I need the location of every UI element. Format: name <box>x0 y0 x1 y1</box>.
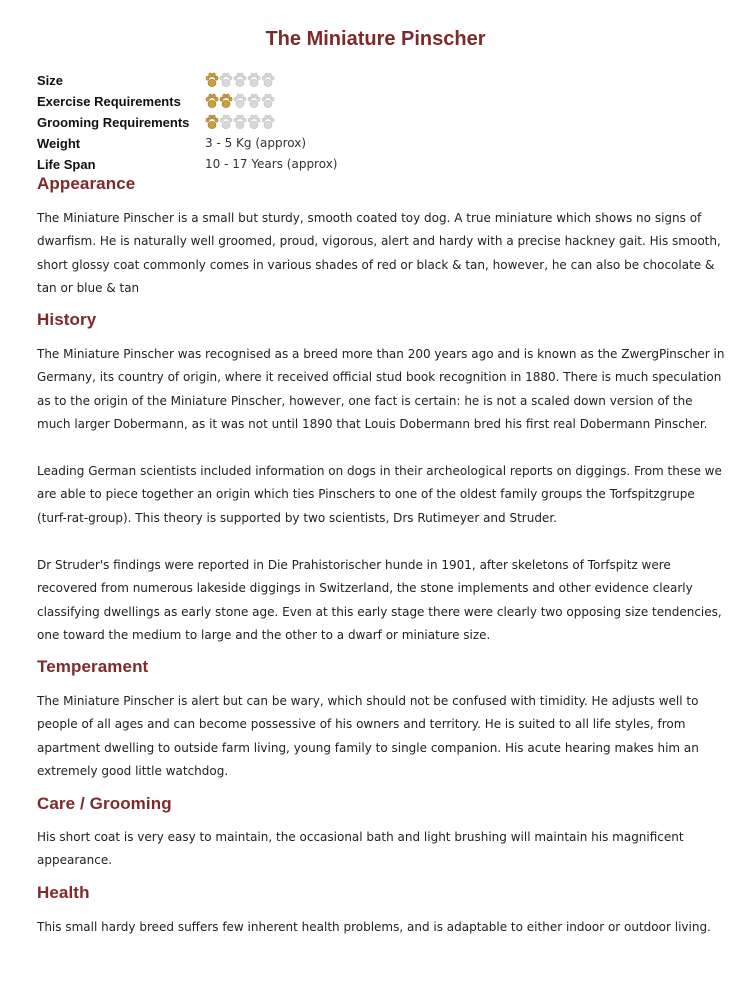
paw-print-icon <box>219 71 233 88</box>
exercise-rating <box>205 92 275 110</box>
paw-print-icon <box>233 71 247 88</box>
grooming-rating <box>205 113 275 131</box>
paw-print-icon <box>247 113 261 130</box>
health-paragraph: This small hardy breed suffers few inherent health problems, and is adaptable to either indoor or outdoor living. <box>37 920 711 934</box>
health-heading: Health <box>37 883 90 902</box>
paw-print-icon <box>247 71 261 88</box>
appearance-heading: Appearance <box>37 174 136 193</box>
paw-print-icon <box>261 92 275 109</box>
paw-print-icon <box>261 71 275 88</box>
paw-print-icon <box>219 113 233 130</box>
appearance-paragraph: The Miniature Pinscher is a small but sturdy, smooth coated toy dog. A true miniature which shows no signs of dwarfism. He is naturally well groomed, proud, vigorous, alert and hardy with a precise hackney gait. His smooth, short glossy coat commonly comes in various shades of red or black & tan, however, he can also be chocolate & tan or blue & tan <box>37 211 721 296</box>
history-heading: History <box>37 310 97 329</box>
stat-lifespan-value: 10 - 17 Years (approx) <box>205 157 338 171</box>
history-paragraph-2: Leading German scientists included information on dogs in their archeological reports on diggings. From these we are able to piece together an origin which ties Pinschers to one of the oldest family groups the Torfspitzgrupe (turf-rat-group). This theory is supported by two scientists, Drs Rutimeyer and Struder. <box>37 464 722 525</box>
stat-exercise-label: Exercise Requirements <box>37 94 181 109</box>
paw-print-icon <box>233 113 247 130</box>
breed-stats <box>37 71 697 176</box>
stat-lifespan <box>37 155 697 176</box>
paw-print-icon <box>233 92 247 109</box>
size-rating <box>205 71 275 89</box>
stat-grooming <box>37 113 697 134</box>
paw-print-icon <box>205 113 219 130</box>
stat-weight-label: Weight <box>37 136 81 151</box>
paw-print-icon <box>247 92 261 109</box>
stat-exercise <box>37 92 697 113</box>
stat-size <box>37 71 697 92</box>
paw-print-icon <box>205 92 219 109</box>
stat-grooming-label: Grooming Requirements <box>37 115 190 130</box>
temperament-heading: Temperament <box>37 657 149 676</box>
stat-lifespan-label: Life Span <box>37 157 96 172</box>
paw-print-icon <box>261 113 275 130</box>
temperament-paragraph: The Miniature Pinscher is alert but can be wary, which should not be confused with timidity. He adjusts well to people of all ages and can become possessive of his owners and territory. He is suited to all life styles, from apartment dwelling to outside farm living, young family to single companion. His acute hearing makes him an extremely good little watchdog. <box>37 694 699 779</box>
stat-size-label: Size <box>37 73 64 88</box>
care-paragraph: His short coat is very easy to maintain, the occasional bath and light brushing will maintain his magnificent appearance. <box>37 830 684 868</box>
care-heading: Care / Grooming <box>37 794 172 813</box>
history-paragraph-1: The Miniature Pinscher was recognised as a breed more than 200 years ago and is known as the ZwergPinscher in Germany, its country of origin, where it received official stud book recognition in 1880. There is much speculation as to the origin of the Miniature Pinscher, however, one fact is certain: he is not a scaled down version of the much larger Dobermann, as it was not until 1890 that Louis Dobermann bred his first real Dobermann Pinscher. <box>37 347 725 432</box>
history-paragraph-3: Dr Struder's findings were reported in Die Prahistorischer hunde in 1901, after skeletons of Torfspitz were recovered from numerous lakeside diggings in Switzerland, the stone implements and other evidence clearly classifying dwellings as early stone age. Even at this early stage there were clearly two opposing size tendencies, one toward the medium to large and the other to a dwarf or miniature size. <box>37 558 722 643</box>
paw-print-icon <box>219 92 233 109</box>
stat-weight <box>37 134 697 155</box>
page-title: The Miniature Pinscher <box>265 28 486 50</box>
paw-print-icon <box>205 71 219 88</box>
stat-weight-value: 3 - 5 Kg (approx) <box>205 136 307 150</box>
